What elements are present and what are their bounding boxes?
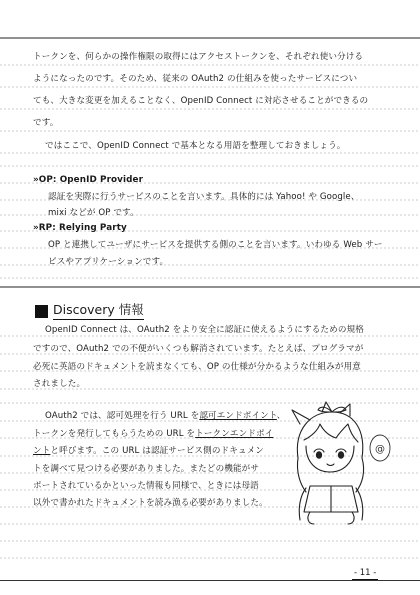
term-description: ビスやアプリケーションです。: [48, 257, 169, 267]
footer-rule: [0, 580, 420, 581]
term-heading-rp: »RP: Relying Party: [33, 223, 127, 233]
paragraph-line: されました。: [33, 379, 86, 389]
paragraph-line: ポートされているかといった情報も同様で、ときには母語: [33, 481, 259, 491]
intro-line: です。: [33, 118, 59, 128]
page-number: - 11 -: [354, 568, 377, 578]
term-heading-op: »OP: OpenID Provider: [33, 175, 144, 185]
section-heading: [35, 303, 144, 319]
term-token-endpoint: トークンエンドポイ: [195, 429, 274, 439]
term-authorization-endpoint: 認可エンドポイント: [199, 411, 277, 421]
paragraph-line: 必死に英語のドキュメントを読まなくても、OP の仕様が分かるような仕組みが用意: [33, 362, 361, 372]
term-token-endpoint: ント: [33, 446, 51, 456]
term-description: mixi などが OP です。: [48, 208, 139, 218]
paragraph-text: と呼びます。この URL は認証サービス側のドキュメン: [50, 446, 264, 456]
paragraph-text: トークンを発行してもらうための URL を: [33, 429, 196, 439]
intro-line: ようになったのです。そのため、従来の OAuth2 の仕組みを使ったサービスについ: [33, 74, 358, 84]
character-illustration: [270, 400, 395, 530]
paragraph-text: OAuth2 では、認可処理を行う URL を: [45, 411, 200, 421]
section-title: Discovery 情報: [53, 302, 144, 320]
speech-bubble: [370, 435, 390, 461]
paragraph-text: 、: [276, 411, 286, 421]
intro-line: トークンを、何らかの操作権限の取得にはアクセストークンを、それぞれ使い分ける: [33, 52, 364, 62]
paragraph-line: トを調べて見つける必要がありました。またどの機能がサ: [33, 464, 260, 474]
intro-line: ても、大きな変更を加えることなく、OpenID Connect に対応させることができるの: [33, 96, 369, 106]
paragraph-line: OpenID Connect は、OAuth2 をより安全に認証に使えるようにするための規格: [45, 325, 364, 335]
section-marker-icon: [35, 305, 48, 318]
paragraph-line: 以外で書かれたドキュメントを読み漁る必要がありました。: [33, 498, 268, 508]
paragraph-line: ですので、OAuth2 での不便がいくつも解消されています。たとえば、プログラマが: [33, 344, 364, 354]
term-description: 認証を実際に行うサービスのことを言います。具体的には Yahoo! や Google、: [48, 192, 360, 202]
speech-glyph: @: [375, 444, 385, 455]
transition-text: ではここで、OpenID Connect で基本となる用語を整理しておきましょう。: [45, 141, 346, 151]
term-description: OP と連携してユーザにサービスを提供する側のことを言います。いわゆる Web サー: [48, 240, 383, 250]
